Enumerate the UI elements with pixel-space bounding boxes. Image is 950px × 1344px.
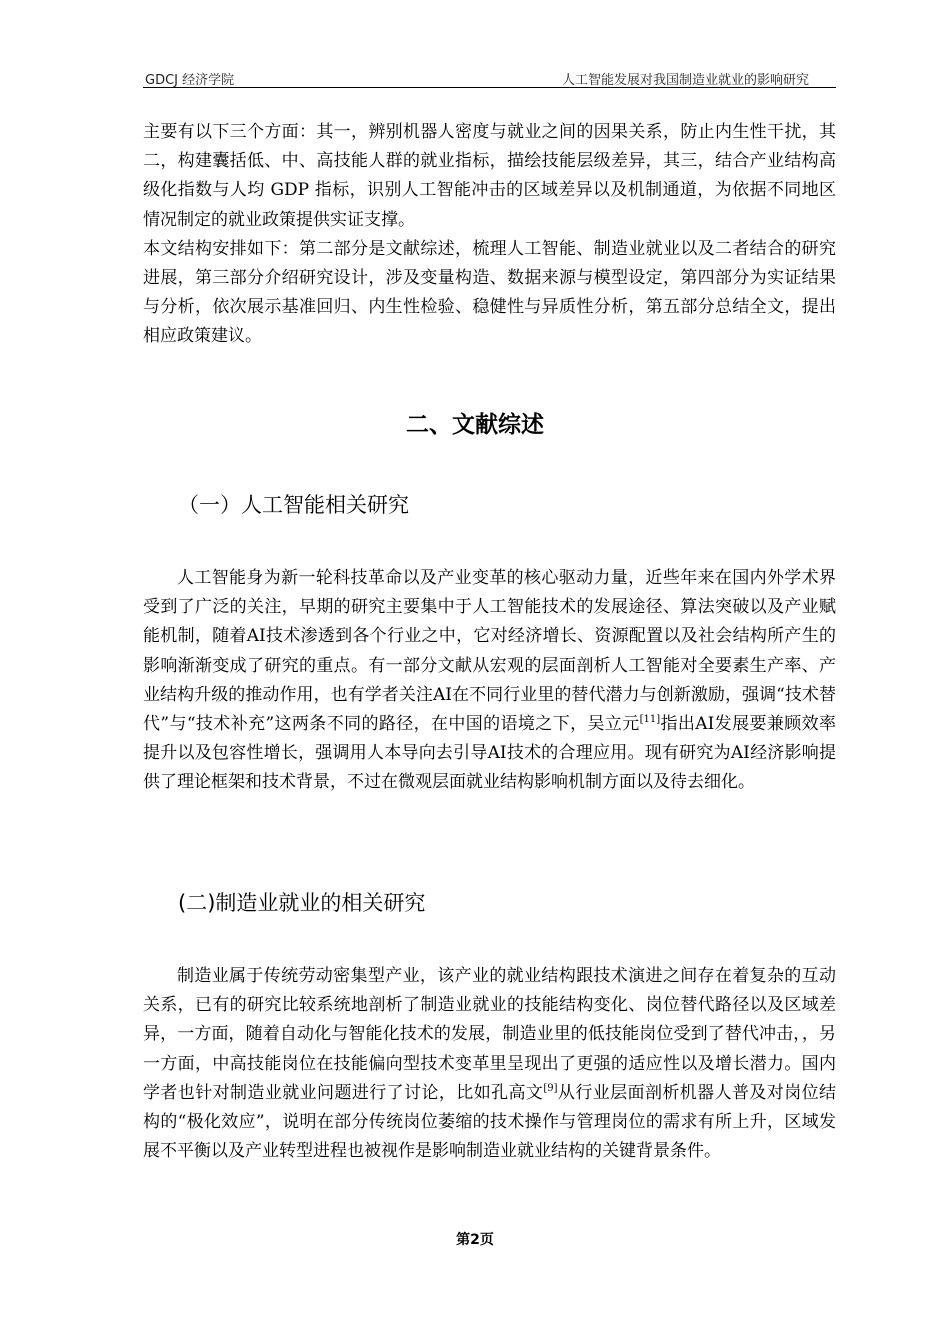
subsection-1-body [143,564,836,798]
paragraph-text-b: 从行业层面剖析机器人普及对岗位结构的“极化效应”，说明在部分传统岗位萎缩的技术操作与管理岗位的需求有所上升，区域发展不平衡以及产业转型进程也被视作是影响制造业就业结构的关键背景条件。 [143,1082,837,1162]
intro-paragraph-1: 主要有以下三个方面：其一，辨别机器人密度与就业之间的因果关系，防止内生性干扰，其二，构建囊括低、中、高技能人群的就业指标，描绘技能层级差异，其三，结合产业结构高级化指数与人均 GDP 指标，识别人工智能冲击的区域差异以及机制通道，为依据不同地区情况制定的就业政策提供实证支撑。 [143,122,836,230]
subsection-2-body [143,962,836,1166]
subsection-1-paragraph [143,564,836,798]
intro-block [143,118,836,352]
subsection-1-title: （一）人工智能相关研究 [178,493,409,517]
citation-ref: [11] [639,714,661,726]
paragraph-text-b: 指出AI发展要兼顾效率提升以及包容性增长，强调用人本导向去引导AI技术的合理应用。现有研究为AI经济影响提供了理论框架和技术背景，不过在微观层面就业结构影响机制方面以及待去细化。 [143,714,836,793]
header-left-label: GDCJ 经济学院 [145,73,235,88]
page-number: 第2页 [456,1232,494,1248]
paragraph-text-a: 制造业属于传统劳动密集型产业，该产业的就业结构跟技术演进之间存在着复杂的互动关系，已有的研究比较系统地剖析了制造业就业的技能结构变化、岗位替代路径以及区域差异，一方面，随着自动化与智能化技术的发展，制造业里的低技能岗位受到了替代冲击，，另一方面，中高技能岗位在技能偏向型技术变革里呈现出了更强的适应性以及增长潜力。国内学者也针对制造业就业问题进行了讨论，比如孔高文 [143,966,836,1103]
section-title: 二、文献综述 [406,412,544,438]
paragraph-text-a: 人工智能身为新一轮科技革命以及产业变革的核心驱动力量，近些年来在国内外学术界受到了广泛的关注，早期的研究主要集中于人工智能技术的发展途径、算法突破以及产业赋能机制，随着AI技术渗透到各个行业之中，它对经济增长、资源配置以及社会结构所产生的影响渐渐变成了研究的重点。有一部分文献从宏观的层面剖析人工智能对全要素生产率、产业结构升级的推动作用，也有学者关注AI在不同行业里的替代潜力与创新激励，强调“技术替代”与“技术补充”这两条不同的路径，在中国的语境之下，吴立元 [143,568,836,735]
header-right-title: 人工智能发展对我国制造业就业的影响研究 [561,73,809,88]
intro-paragraph-2: 本文结构安排如下：第二部分是文献综述，梳理人工智能、制造业就业以及二者结合的研究进展，第三部分介绍研究设计，涉及变量构造、数据来源与模型设定，第四部分为实证结果与分析，依次展示基准回归、内生性检验、稳健性与异质性分析，第五部分总结全文，提出相应政策建议。 [143,238,836,347]
subsection-2-paragraph [143,962,836,1166]
header-divider [143,87,836,88]
citation-ref: [9] [543,1082,558,1094]
subsection-2-title: (二)制造业就业的相关研究 [178,891,426,915]
